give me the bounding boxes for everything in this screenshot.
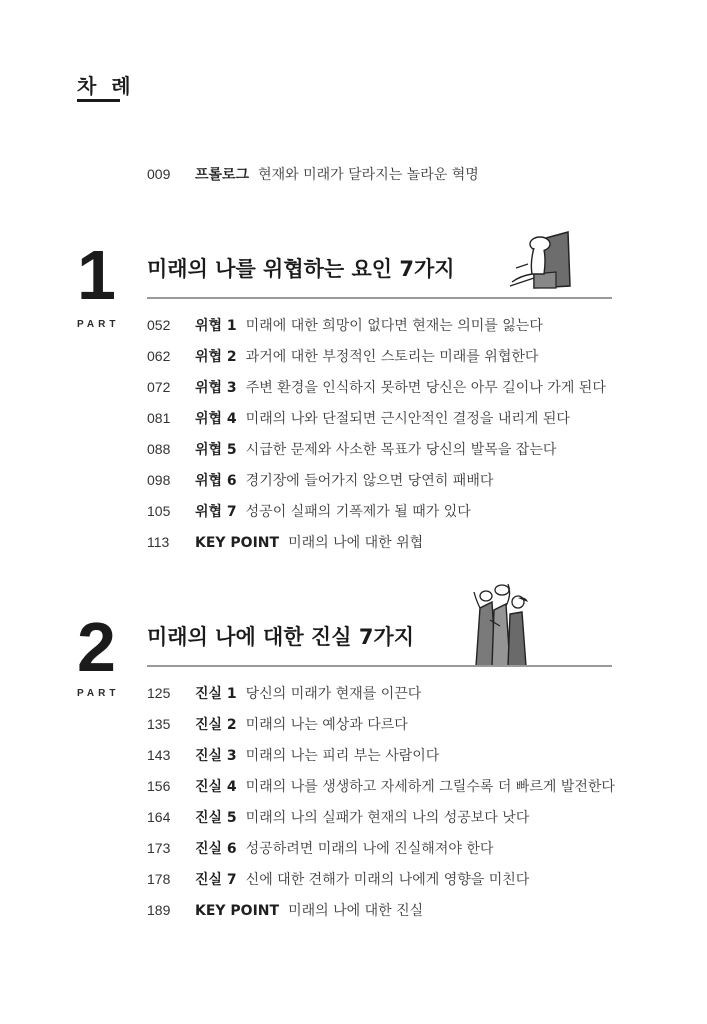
- toc-entry[interactable]: [147, 806, 529, 828]
- seated-figure-icon: [500, 230, 576, 292]
- toc-entry-key-point[interactable]: [147, 531, 423, 553]
- entry-label: 진실 4: [195, 779, 237, 795]
- entry-title: 성공이 실패의 기폭제가 될 때가 있다: [245, 504, 471, 520]
- entry-label: KEY POINT: [195, 903, 280, 919]
- entry-label: 위협 1: [195, 318, 237, 334]
- entry-label: 위협 6: [195, 473, 237, 489]
- entry-page-number: 113: [147, 534, 170, 550]
- entry-page-number: 156: [147, 778, 171, 794]
- part-2-title: 미래의 나에 대한 진실 7가지: [147, 625, 415, 649]
- entry-page-number: 143: [147, 747, 171, 763]
- entry-title: 주변 환경을 인식하지 못하면 당신은 아무 길이나 가게 된다: [245, 380, 606, 396]
- entry-page-number: 081: [147, 410, 171, 426]
- part-1-number: 1: [77, 236, 116, 314]
- entry-label: 위협 3: [195, 380, 237, 396]
- heading-underline: [77, 99, 120, 102]
- toc-entry[interactable]: [147, 868, 529, 890]
- entry-label: 진실 2: [195, 717, 237, 733]
- part-1-rule: [147, 297, 612, 299]
- entry-title: 미래의 나는 피리 부는 사람이다: [245, 748, 440, 764]
- entry-title: 당신의 미래가 현재를 이끈다: [245, 686, 422, 702]
- toc-heading: 차 례: [77, 74, 135, 98]
- entry-title: 시급한 문제와 사소한 목표가 당신의 발목을 잡는다: [245, 442, 557, 458]
- entry-label: 위협 7: [195, 504, 237, 520]
- entry-page-number: 009: [147, 166, 171, 182]
- toc-entry[interactable]: [147, 682, 421, 704]
- entry-title: 신에 대한 견해가 미래의 나에게 영향을 미친다: [245, 872, 530, 888]
- entry-title: 현재와 미래가 달라지는 놀라운 혁명: [258, 167, 479, 183]
- entry-label: 위협 5: [195, 442, 237, 458]
- part-2-rule: [147, 665, 612, 667]
- toc-entry[interactable]: [147, 775, 615, 797]
- entry-page-number: 088: [147, 441, 171, 457]
- part-2-number: 2: [77, 608, 116, 686]
- entry-page-number: 105: [147, 503, 171, 519]
- toc-entry[interactable]: [147, 314, 543, 336]
- toc-entry[interactable]: [147, 438, 556, 460]
- toc-entry[interactable]: [147, 407, 570, 429]
- entry-page-number: 072: [147, 379, 171, 395]
- entry-label: 위협 4: [195, 411, 237, 427]
- toc-entry[interactable]: [147, 837, 493, 859]
- toc-entry[interactable]: [147, 744, 439, 766]
- entry-page-number: 052: [147, 317, 171, 333]
- entry-label: 프롤로그: [195, 167, 250, 183]
- entry-label: 진실 5: [195, 810, 237, 826]
- entry-title: 미래의 나에 대한 진실: [288, 903, 424, 919]
- part-1-title: 미래의 나를 위협하는 요인 7가지: [147, 257, 455, 281]
- entry-label: 진실 1: [195, 686, 237, 702]
- entry-page-number: 062: [147, 348, 171, 364]
- toc-entry[interactable]: [147, 345, 538, 367]
- entry-page-number: 098: [147, 472, 171, 488]
- part-2-label: PART: [77, 688, 120, 699]
- group-of-figures-icon: [472, 580, 534, 666]
- entry-page-number: 178: [147, 871, 171, 887]
- entry-title: 미래의 나를 생생하고 자세하게 그릴수록 더 빠르게 발전한다: [245, 779, 615, 795]
- entry-page-number: 125: [147, 685, 171, 701]
- entry-title: 미래에 대한 희망이 없다면 현재는 의미를 잃는다: [245, 318, 543, 334]
- entry-label: 위협 2: [195, 349, 237, 365]
- part-1-label: PART: [77, 319, 120, 330]
- entry-page-number: 135: [147, 716, 171, 732]
- entry-title: 미래의 나는 예상과 다르다: [245, 717, 408, 733]
- entry-title: 미래의 나의 실패가 현재의 나의 성공보다 낫다: [245, 810, 530, 826]
- entry-label: KEY POINT: [195, 535, 280, 551]
- entry-title: 과거에 대한 부정적인 스토리는 미래를 위협한다: [245, 349, 539, 365]
- entry-title: 미래의 나에 대한 위협: [288, 535, 424, 551]
- entry-label: 진실 6: [195, 841, 237, 857]
- toc-entry-prologue[interactable]: [147, 163, 479, 185]
- toc-entry[interactable]: [147, 713, 408, 735]
- entry-title: 미래의 나와 단절되면 근시안적인 결정을 내리게 된다: [245, 411, 570, 427]
- toc-entry-key-point[interactable]: [147, 899, 423, 921]
- entry-label: 진실 3: [195, 748, 237, 764]
- entry-title: 성공하려면 미래의 나에 진실해져야 한다: [245, 841, 494, 857]
- entry-title: 경기장에 들어가지 않으면 당연히 패배다: [245, 473, 494, 489]
- entry-page-number: 189: [147, 902, 171, 918]
- toc-entry[interactable]: [147, 376, 606, 398]
- entry-page-number: 164: [147, 809, 171, 825]
- entry-page-number: 173: [147, 840, 171, 856]
- entry-label: 진실 7: [195, 872, 237, 888]
- toc-entry[interactable]: [147, 469, 493, 491]
- toc-entry[interactable]: [147, 500, 471, 522]
